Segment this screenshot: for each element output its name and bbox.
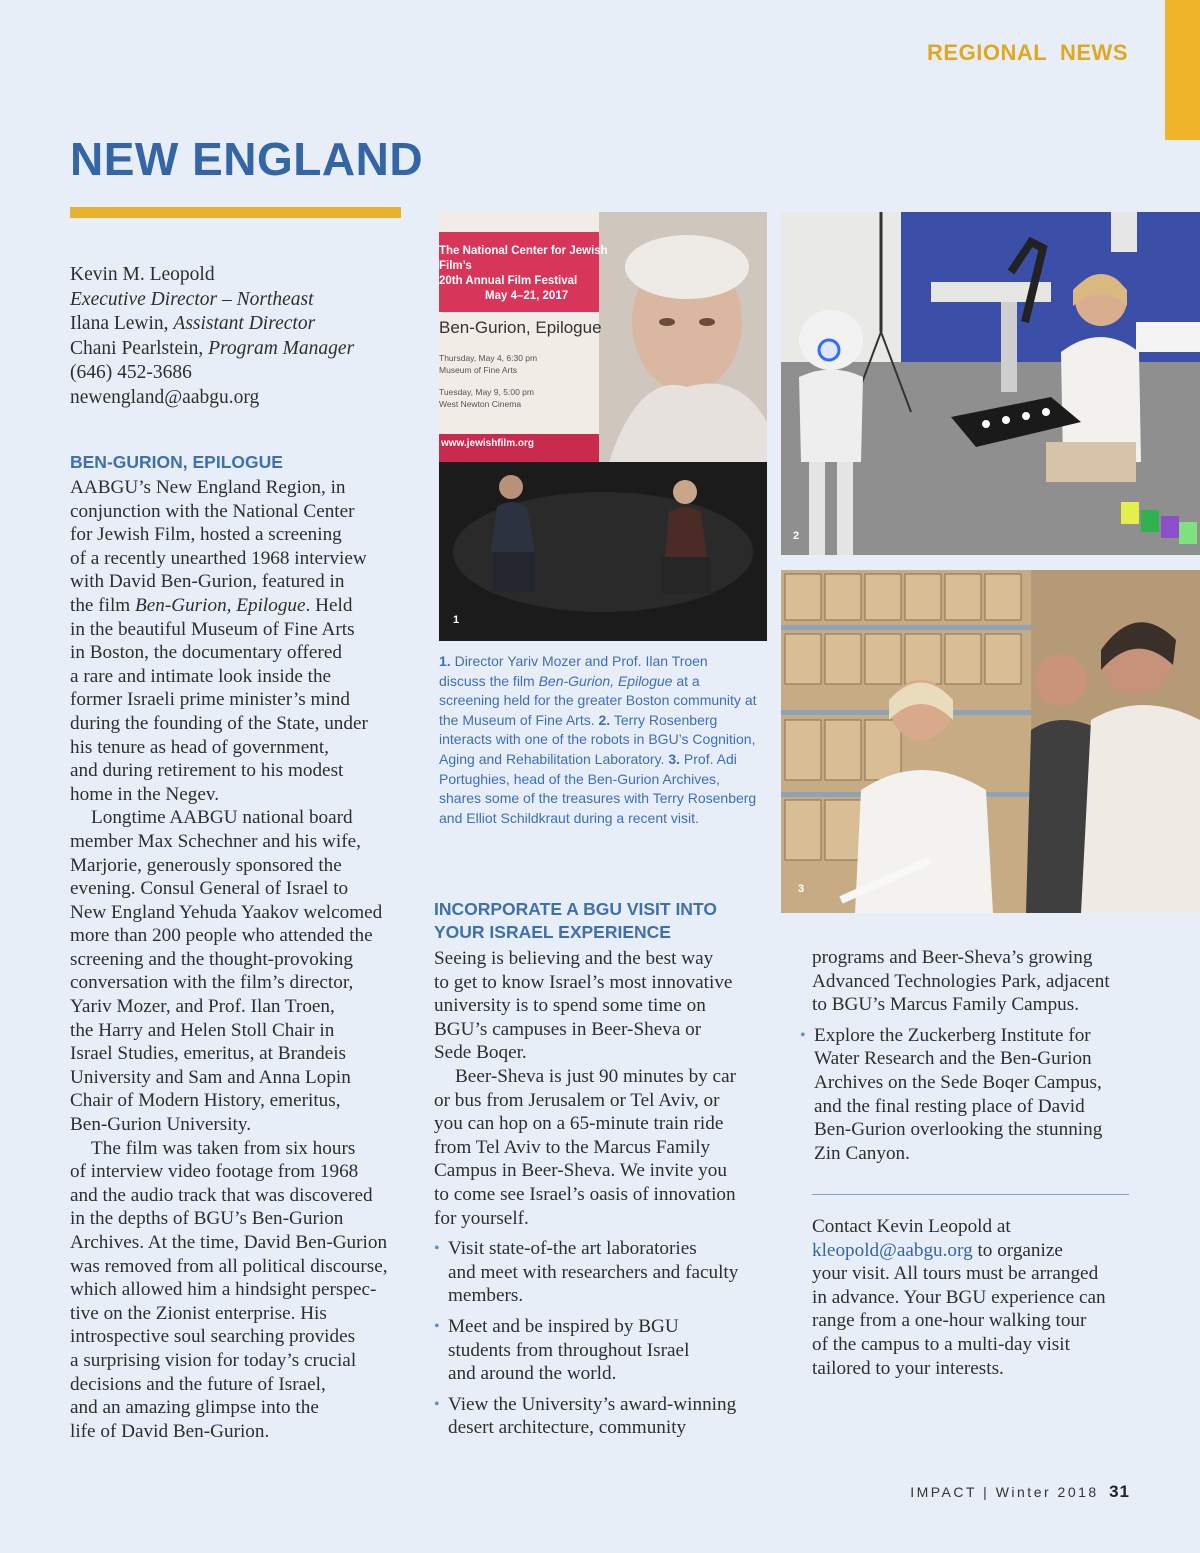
text-line: the Harry and Helen Stoll Chair in [70,1019,335,1041]
text-line: of the campus to a multi-day visit [812,1333,1070,1355]
text-line: to come see Israel’s oasis of innovation [434,1183,736,1205]
divider [812,1194,1129,1195]
text-line: Explore the Zuckerberg Institute for [814,1024,1091,1046]
text-line: Seeing is believing and the best way [434,948,714,969]
text-line: range from a one-hour walking tour [812,1310,1087,1332]
contact-role-2: Assistant Director [173,313,316,334]
text-line: a surprising vision for today’s crucial [70,1349,357,1371]
text-line: to BGU’s Marcus Family Campus. [812,994,1080,1016]
text-line: conjunction with the National Center [70,500,355,522]
contact-role: Executive Director – Northeast [70,288,314,310]
text-line: member Max Schechner and his wife, [70,830,361,852]
text-line: to get to know Israel’s most innovative [434,971,733,993]
text-line: Ben-Gurion University. [70,1114,252,1136]
text-line: for yourself. [434,1207,529,1229]
article-bgu-visit [434,898,764,1440]
text-line: in the beautiful Museum of Fine Arts [70,618,355,640]
photo-number-2: 2 [793,530,800,542]
publication-name: IMPACT | Winter 2018 [910,1484,1099,1500]
article2-paragraph-2 [434,1065,764,1230]
bullet-line: Visit state-of-the art laboratories [448,1238,697,1260]
contact-block [70,263,410,410]
text-line: life of David Ben-Gurion. [70,1420,270,1442]
article-ben-gurion [70,451,406,1443]
text-line: in the depths of BGU’s Ben-Gurion [70,1208,344,1230]
text-line: introspective soul searching provides [70,1326,356,1348]
text-line: which allowed him a hindsight perspec- [70,1279,377,1301]
bullet-line: and meet with researchers and faculty [448,1261,739,1283]
article-line-film: the film Ben-Gurion, Epilogue. Held [70,594,353,616]
text-line: and the final resting place of David [814,1095,1085,1117]
text-line: programs and Beer-Sheva’s growing [812,947,1093,968]
text-line: of a recently unearthed 1968 interview [70,547,367,569]
text-line: The film was taken from six hours [91,1137,356,1159]
bullet-icon: • [434,1317,440,1335]
text-line: Israel Studies, emeritus, at Brandeis [70,1043,347,1065]
poster-film-title: Ben-Gurion, Epilogue [439,318,602,337]
photo-number-1: 1 [453,614,460,626]
contact-name: Kevin M. Leopold [70,264,215,285]
text-line: and during retirement to his modest [70,760,344,782]
text-line: your visit. All tours must be arranged [812,1263,1099,1285]
title-underline [70,207,401,218]
text-line: Longtime AABGU national board [91,807,353,829]
text-line: New England Yehuda Yaakov welcomed [70,901,383,923]
text-line: in Boston, the documentary offered [70,642,342,664]
page-footer [910,1482,1130,1502]
poster-venue-2: West Newton Cinema [439,399,522,409]
text-line: and the audio track that was discovered [70,1184,373,1206]
contact-email-link[interactable]: kleopold@aabgu.org [812,1239,973,1261]
text-line: AABGU’s New England Region, in [70,477,346,498]
poster-showing-2: Tuesday, May 9, 5:00 pm [439,387,534,397]
text-line: his tenure as head of government, [70,736,329,758]
poster-line-2: 20th Annual Film Festival [439,275,578,287]
text-line: with David Ben-Gurion, featured in [70,571,345,593]
poster-showing-1: Thursday, May 4, 6:30 pm [439,353,538,363]
text-line: during the founding of the State, under [70,712,368,734]
poster-venue-1: Museum of Fine Arts [439,365,517,375]
caption-number-3: 3. [668,750,681,767]
text-line: Archives on the Sede Boqer Campus, [814,1071,1102,1093]
page-number: 31 [1109,1482,1130,1501]
text-line: of interview video footage from 1968 [70,1161,359,1183]
bullet-explore: • Explore the Zuckerberg Institute for Water Research and the Ben-Gurion Archives on the Sede Boqer Campus, and the final resting place of David Ben-Gurion overlooking the stunning Zin Canyon. [800,1024,1132,1166]
text-line: tailored to your interests. [812,1357,1004,1379]
text-line: BGU’s campuses in Beer-Sheva or [434,1018,702,1040]
contact-email[interactable]: newengland@aabgu.org [70,386,260,408]
caption-number-2: 2. [598,711,611,728]
text-line: university is to spend some time on [434,995,706,1017]
bullet-line: View the University’s award-winning [448,1393,737,1415]
text-line: Chair of Modern History, emeritus, [70,1090,341,1112]
photo-caption: 1. Director Yariv Mozer and Prof. Ilan Troen discuss the film Ben-Gurion, Epilogue at a screening held for the greater Boston community at the Museum of Fine Arts. 2. Terry Rosenberg interacts with one of the robots in BGU’s Cognition, Aging and Rehabilitation Laboratory. 3. Prof. Adi Portughies, head of the Ben-Gurion Archives, shares some of the treasures with Terry Rosenberg and Elliot Schildkraut during a recent visit. [439,653,757,826]
bullet-line: members. [448,1285,524,1307]
text-line: decisions and the future of Israel, [70,1373,326,1395]
bullet-item [434,1393,764,1440]
article-heading: BEN-GURION, EPILOGUE [70,452,283,472]
article-paragraph-1 [70,476,406,594]
text-line: former Israeli prime minister’s mind [70,689,350,711]
text-line: Advanced Technologies Park, adjacent [812,970,1110,992]
bullet-line: desert architecture, community [448,1417,687,1439]
text-line: a rare and intimate look inside the [70,665,332,687]
text-line: tive on the Zionist enterprise. His [70,1302,327,1324]
page-title: NEW ENGLAND [70,133,424,185]
text-line: conversation with the film’s director, [70,972,354,994]
text-line: evening. Consul General of Israel to [70,878,349,900]
article2-paragraph-1 [434,947,764,1065]
text-line: from Tel Aviv to the Marcus Family [434,1136,711,1158]
contact-phone: (646) 452-3686 [70,362,192,383]
article-paragraph-3 [70,1137,406,1444]
screening-photo [439,212,767,641]
text-line: for Jewish Film, hosted a screening [70,524,342,546]
poster-line-1: The National Center for Jewish Film’s [439,245,608,272]
visit-bullet-list [434,1237,764,1440]
text-line: Zin Canyon. [814,1142,910,1164]
photo-number-3: 3 [798,883,805,895]
bullet-item [434,1315,764,1386]
text-line: screening and the thought-provoking [70,948,353,970]
archives-photo [781,570,1200,913]
poster-dates: May 4–21, 2017 [485,290,569,302]
column-3 [800,946,1132,1165]
text-line: or bus from Jerusalem or Tel Aviv, or [434,1089,720,1111]
text-line: Marjorie, generously sponsored the [70,854,342,876]
article-paragraph-2 [70,806,406,1136]
article-paragraph-1b [70,618,406,807]
bullet-line: and around the world. [448,1363,617,1385]
section-label: REGIONAL NEWS [927,40,1128,65]
text-line: you can hop on a 65-minute train ride [434,1113,724,1135]
text-line: more than 200 people who attended the [70,925,373,947]
contact-role-3: Program Manager [208,337,355,359]
bullet-line: students from throughout Israel [448,1339,690,1361]
caption-number-1: 1. [439,653,451,669]
text-line: was removed from all political discourse, [70,1255,388,1277]
bullet-item [434,1237,764,1308]
text-line: Ben-Gurion overlooking the stunning [814,1119,1103,1141]
text-line: Archives. At the time, David Ben-Gurion [70,1232,388,1253]
text-line: and an amazing glimpse into the [70,1397,319,1419]
text-line: Sede Boqer. [434,1042,527,1064]
text-line: home in the Negev. [70,783,220,805]
bullet-icon: • [434,1240,440,1258]
text-line: Beer-Sheva is just 90 minutes by car [455,1065,736,1087]
article-heading-2: INCORPORATE A BGU VISIT INTO YOUR ISRAEL EXPERIENCE [434,899,717,942]
bullet-continuation [812,946,1132,1017]
contact-paragraph: Contact Kevin Leopold at kleopold@aabgu.org to organize your visit. All tours must be arranged in advance. Your BGU experience can range from a one-hour walking tour of the campus to a multi-day visit tailored to your interests. [812,1215,1132,1380]
section-tab [1165,0,1200,140]
bullet-line: Meet and be inspired by BGU [448,1315,679,1337]
text-line: Water Research and the Ben-Gurion [814,1048,1092,1070]
contact-person-2: Ilana Lewin, [70,313,169,334]
text-line: in advance. Your BGU experience can [812,1286,1106,1308]
bullet-icon: • [434,1395,440,1413]
robot-lab-photo [781,212,1200,555]
text-line: Yariv Mozer, and Prof. Ilan Troen, [70,996,335,1018]
poster-url: www.jewishfilm.org [441,438,534,449]
text-line: University and Sam and Anna Lopin [70,1066,351,1088]
text-line: Campus in Beer-Sheva. We invite you [434,1160,727,1182]
contact-person-3: Chani Pearlstein, [70,337,204,359]
